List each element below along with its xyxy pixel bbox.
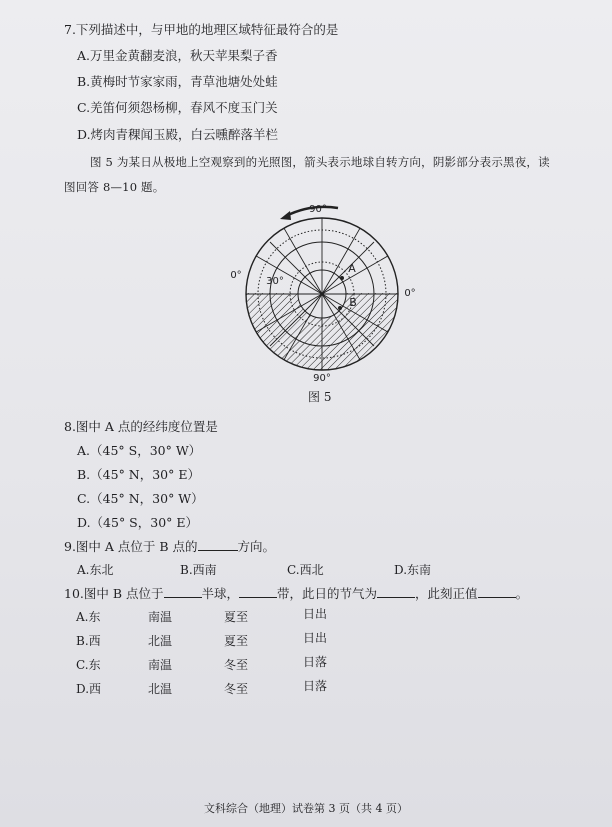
point-a-marker bbox=[340, 276, 344, 280]
q10-stem-part1: 10.图中 B 点位于 bbox=[64, 586, 164, 601]
q10-option-d-hemisphere: D.西 bbox=[76, 682, 102, 696]
q10-option-c-hemisphere: C.东 bbox=[76, 658, 101, 672]
q7-option-a: A.万里金黄翻麦浪，秋天苹果梨子香 bbox=[77, 48, 278, 63]
figure-intro-line2: 图回答 8—10 题。 bbox=[64, 180, 165, 194]
figure-intro-line1: 图 5 为某日从极地上空观察到的光照图，箭头表示地球自转方向，阴影部分表示黑夜，读 bbox=[90, 155, 550, 169]
q10-option-d-term: 冬至 bbox=[224, 682, 249, 696]
q7-option-c: C.羌笛何须怨杨柳，春风不度玉门关 bbox=[77, 100, 278, 115]
q8-option-b: B.（45° N，30° E） bbox=[77, 467, 200, 482]
label-bottom-90: 90° bbox=[313, 373, 331, 384]
q9-option-a: A.东北 bbox=[77, 563, 114, 577]
q10-option-c-moment: 日落 bbox=[303, 655, 328, 669]
q9-option-d: D.东南 bbox=[394, 563, 432, 577]
q10-stem-part4: ，此刻正值 bbox=[415, 586, 478, 601]
q10-blank-hemisphere[interactable] bbox=[164, 585, 202, 598]
q10-option-a-moment: 日出 bbox=[303, 607, 328, 621]
point-b-marker bbox=[338, 306, 342, 310]
q9-stem-part2: 方向。 bbox=[237, 539, 276, 554]
label-point-a: A bbox=[348, 262, 356, 275]
q8-option-a: A.（45° S，30° W） bbox=[77, 443, 202, 458]
label-lat-30: 30° bbox=[266, 276, 284, 287]
q10-stem-part5: 。 bbox=[515, 586, 529, 601]
q9-stem bbox=[64, 538, 275, 555]
q10-option-c-term: 冬至 bbox=[224, 658, 249, 672]
q10-blank-solar-term[interactable] bbox=[377, 585, 415, 598]
q10-option-b-moment: 日出 bbox=[303, 631, 328, 645]
q10-blank-zone[interactable] bbox=[239, 585, 277, 598]
polar-illumination-diagram bbox=[230, 198, 420, 384]
q9-answer-blank[interactable] bbox=[198, 538, 238, 551]
q10-stem-part3: 带，此日的节气为 bbox=[277, 586, 378, 601]
q10-option-b-term: 夏至 bbox=[224, 634, 249, 648]
q10-blank-moment[interactable] bbox=[478, 585, 516, 598]
page-footer: 文科综合（地理）试卷第 3 页（共 4 页） bbox=[204, 802, 408, 815]
q10-option-a-zone: 南温 bbox=[148, 610, 173, 624]
q10-option-d-moment: 日落 bbox=[303, 679, 328, 693]
figure-caption: 图 5 bbox=[308, 390, 332, 404]
q9-option-c: C.西北 bbox=[287, 563, 324, 577]
label-top-90: 90° bbox=[309, 204, 327, 215]
q7-option-d: D.烤肉青稞闻玉殿，白云曛醉落羊栏 bbox=[77, 127, 279, 142]
q10-stem bbox=[64, 585, 528, 602]
q7-stem: 7.下列描述中，与甲地的地理区域特征最符合的是 bbox=[64, 22, 339, 37]
q8-option-d: D.（45° S，30° E） bbox=[77, 515, 198, 530]
q10-option-b-hemisphere: B.西 bbox=[76, 634, 101, 648]
q8-option-c: C.（45° N，30° W） bbox=[77, 491, 204, 506]
q10-option-b-zone: 北温 bbox=[148, 634, 173, 648]
q9-option-b: B.西南 bbox=[180, 563, 217, 577]
q8-stem: 8.图中 A 点的经纬度位置是 bbox=[64, 419, 218, 434]
q9-stem-part1: 9.图中 A 点位于 B 点的 bbox=[64, 539, 198, 554]
q7-option-b: B.黄梅时节家家雨，青草池塘处处蛙 bbox=[77, 74, 278, 89]
label-point-b: B bbox=[349, 296, 357, 309]
label-right-0: 0° bbox=[404, 288, 416, 299]
q10-option-d-zone: 北温 bbox=[148, 682, 173, 696]
label-left-0: 0° bbox=[230, 270, 242, 281]
q10-option-a-term: 夏至 bbox=[224, 610, 249, 624]
rotation-arrowhead-icon bbox=[280, 211, 291, 220]
q10-option-a-hemisphere: A.东 bbox=[76, 610, 101, 624]
q10-stem-part2: 半球， bbox=[201, 586, 240, 601]
q10-option-c-zone: 南温 bbox=[148, 658, 173, 672]
